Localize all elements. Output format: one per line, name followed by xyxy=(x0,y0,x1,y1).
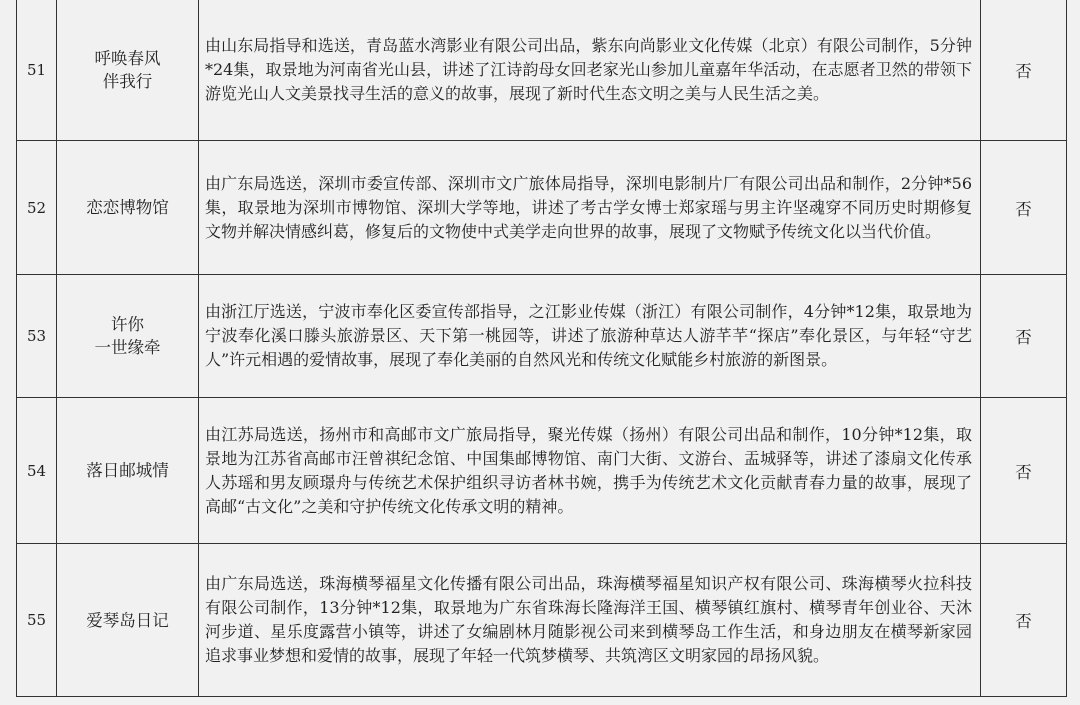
table-row xyxy=(17,275,1067,398)
drama-title-line: 呼唤春风 xyxy=(94,48,161,68)
flag-cell: 否 xyxy=(981,141,1067,275)
drama-list-table xyxy=(16,0,1067,697)
row-number: 52 xyxy=(17,141,57,275)
flag-cell: 否 xyxy=(981,275,1067,398)
flag-cell: 否 xyxy=(981,544,1067,697)
table-row xyxy=(17,398,1067,544)
table-row xyxy=(17,544,1067,697)
row-number: 53 xyxy=(17,275,57,398)
drama-description: 由广东局选送，珠海横琴福星文化传播有限公司出品，珠海横琴福星知识产权有限公司、珠海横琴火拉科技有限公司制作，13分钟*12集，取景地为广东省珠海长隆海洋王国、横琴镇红旗村、横琴青年创业谷、天沐河步道、星乐度露营小镇等，讲述了女编剧林月随影视公司来到横琴岛工作生活，和身边朋友在横琴新家园追求事业梦想和爱情的故事，展现了年轻一代筑梦横琴、共筑湾区文明家园的昂扬风貌。 xyxy=(199,544,981,697)
row-number: 51 xyxy=(17,0,57,141)
drama-title xyxy=(57,275,199,398)
drama-title-line: 一世缘牵 xyxy=(94,338,161,357)
drama-title-line: 许你 xyxy=(111,315,144,334)
drama-description: 由山东局指导和选送，青岛蓝水湾影业有限公司出品，紫东向尚影业文化传媒（北京）有限公司制作，5分钟*24集，取景地为河南省光山县，讲述了江诗韵母女回老家光山参加儿童嘉年华活动，在志愿者卫然的带领下游览光山人文美景找寻生活的意义的故事，展现了新时代生态文明之美与人民生活之美。 xyxy=(199,0,981,141)
drama-description: 由浙江厅选送，宁波市奉化区委宣传部指导，之江影业传媒（浙江）有限公司制作，4分钟*12集，取景地为宁波奉化溪口滕头旅游景区、天下第一桃园等，讲述了旅游种草达人游芊芊“探店”奉化景区，与年轻“守艺人”许元相遇的爱情故事，展现了奉化美丽的自然风光和传统文化赋能乡村旅游的新图景。 xyxy=(199,275,981,398)
row-number: 55 xyxy=(17,544,57,697)
drama-title-line: 爱琴岛日记 xyxy=(86,610,169,630)
drama-description: 由广东局选送，深圳市委宣传部、深圳市文广旅体局指导，深圳电影制片厂有限公司出品和制作，2分钟*56集，取景地为深圳市博物馆、深圳大学等地，讲述了考古学女博士郑家瑶与男主许坚魂穿不同历史时期修复文物并解决情感纠葛，修复后的文物使中式美学走向世界的故事，展现了文物赋予传统文化以当代价值。 xyxy=(199,141,981,275)
drama-title xyxy=(57,141,199,275)
flag-cell: 否 xyxy=(981,0,1067,141)
row-number: 54 xyxy=(17,398,57,544)
table-row xyxy=(17,141,1067,275)
drama-title-line: 伴我行 xyxy=(102,71,153,91)
flag-cell: 否 xyxy=(981,398,1067,544)
drama-title-line: 恋恋博物馆 xyxy=(86,198,169,217)
drama-title xyxy=(57,544,199,697)
drama-title-line: 落日邮城情 xyxy=(86,461,169,480)
table-row xyxy=(17,0,1067,141)
drama-description: 由江苏局选送，扬州市和高邮市文广旅局指导，聚光传媒（扬州）有限公司出品和制作，10分钟*12集，取景地为江苏省高邮市汪曾祺纪念馆、中国集邮博物馆、南门大街、文游台、盂城驿等，讲述了漆扇文化传承人苏瑶和男友顾璟舟与传统艺术保护组织寻访者林书婉，携手为传统艺术文化贡献青春力量的故事，展现了高邮“古文化”之美和守护传统文化传承文明的精神。 xyxy=(199,398,981,544)
drama-title xyxy=(57,0,199,141)
drama-title xyxy=(57,398,199,544)
